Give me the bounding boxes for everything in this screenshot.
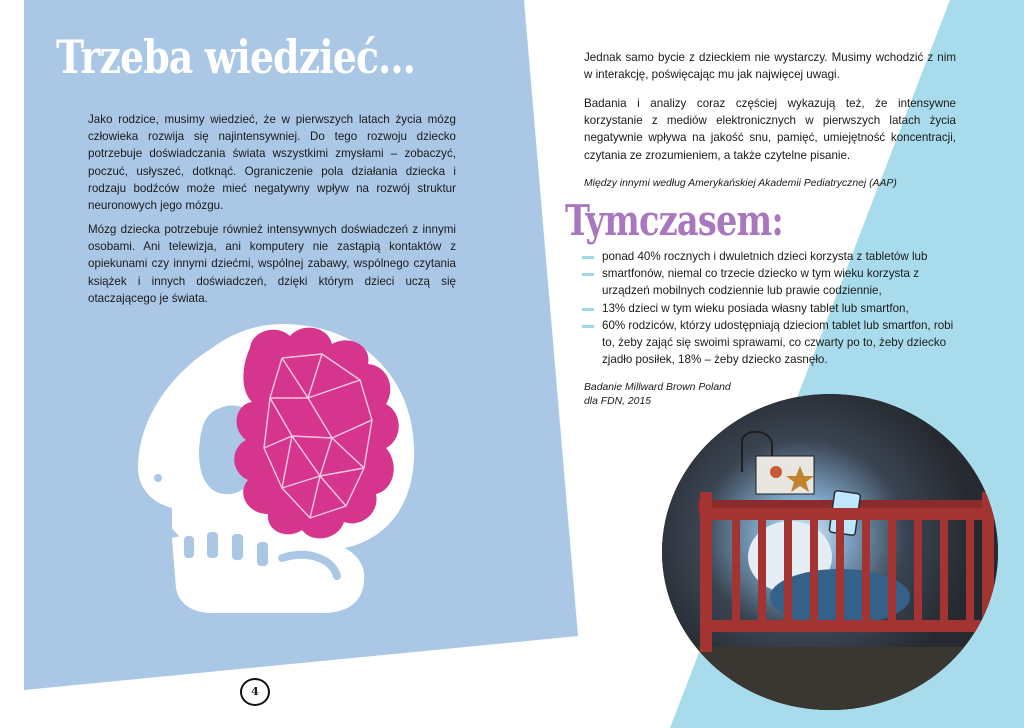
research-paragraph: Badania i analizy coraz częściej wykazują też, że intensywne korzystanie z mediów elektronicznych w pierwszych latach życia negatywnie wpływa na jakość snu, pamięć, umiejętność koncentracji, czytania ze zrozumieniem, a także czytelne pisanie.: [584, 97, 956, 162]
section-subtitle: Tymczasem:: [565, 196, 783, 245]
list-item-text: 60% rodziców, którzy udostępniają dzieciom tablet lub smartfon, robi to, żeby zająć się swoimi sprawami, co czwarty po to, żeby dziecko zjadło posiłek, 18% – żeby dziecko zasnęło.: [602, 318, 954, 367]
intro-paragraph: Jako rodzice, musimy wiedzieć, że w pierwszych latach życia mózg człowieka rozwija się najintensywniej. Do tego rozwoju dziecko potrzebuje doświadczania świata wszystkimi zmysłami – zobaczyć, poczuć, usłyszeć, dotknąć. Ograniczenie pola działania dziecka i rodzaju bodźców może mieć negatywny wpływ na rozwój struktur neuronowych jego mózgu.: [88, 113, 456, 213]
page-number: 4: [240, 678, 270, 706]
survey-source-line-1: Badanie Millward Brown Poland: [584, 382, 731, 393]
list-item: [582, 248, 962, 300]
list-item-text: ponad 40% rocznych i dwuletnich dzieci korzysta z tabletów lub smartfonów, niemal co trzecie dziecko w tym wieku korzysta z urządzeń mobilnych codziennie lub prawie codziennie,: [602, 250, 928, 298]
survey-source-line-2: dla FDN, 2015: [584, 396, 651, 407]
list-item: [582, 317, 962, 369]
second-paragraph: Mózg dziecka potrzebuje również intensywnych doświadczeń z innymi osobami. Ani telewizja, ani komputery nie zastąpią kontaktów z opiekunami czy innymi dziećmi, wspólnej zabawy, wspólnego czytania książek i innych doświadczeń, dzięki którym dzieci uczą się otaczającego je świata.: [88, 223, 456, 305]
interaction-paragraph: Jednak samo bycie z dzieckiem nie wystarczy. Musimy wchodzić z nim w interakcję, poświęcając mu jak najwięcej uwagi.: [584, 51, 956, 82]
page-title: Trzeba wiedzieć…: [56, 30, 416, 84]
aap-source-note: Między innymi według Amerykańskiej Akademii Pediatrycznej (AAP): [584, 178, 897, 189]
bullet-bar-icon: [582, 273, 594, 276]
skull-brain-illustration: [132, 318, 432, 618]
bullet-bar-icon: [582, 325, 594, 328]
statistics-list: [582, 248, 962, 368]
list-item: [582, 300, 962, 317]
bullet-bar-icon: [582, 256, 594, 259]
list-item-text: 13% dzieci w tym wieku posiada własny tablet lub smartfon,: [602, 301, 909, 315]
child-crib-night-illustration: [660, 392, 1000, 712]
bullet-bar-icon: [582, 308, 594, 311]
nose-hole: [154, 474, 162, 482]
